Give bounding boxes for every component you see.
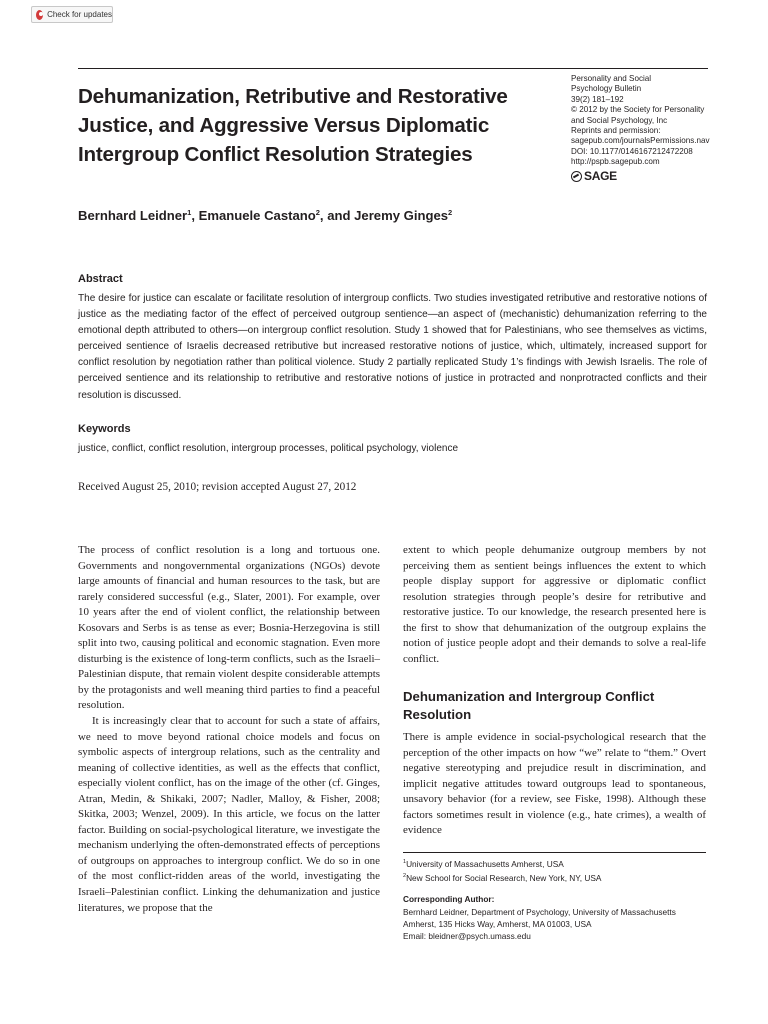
- author-name: Bernhard Leidner: [78, 208, 188, 223]
- sage-logo: [571, 168, 716, 183]
- author-name: Jeremy Ginges: [354, 208, 449, 223]
- journal-line: Personality and Social: [571, 74, 652, 83]
- keywords-heading: Keywords: [78, 423, 131, 435]
- corresponding-author-heading: Corresponding Author:: [403, 894, 495, 905]
- corresponding-author-email[interactable]: Email: bleidner@psych.umass.edu: [403, 931, 531, 942]
- author-list: [78, 208, 452, 223]
- body-paragraph: There is ample evidence in social-psychological research that the perception of the other impacts on how “we” relate to “them.” Overt negative stereotyping and prejudice result in discrimination, and implicit negative attitudes toward outgroups lead to spontaneous, unsavory behavior (for a review, see Fiske, 1998). Although these factors sometimes result in violence (e.g., hate crimes), a wealth of evidence: [403, 731, 706, 837]
- journal-line[interactable]: http://pspb.sagepub.com: [571, 157, 660, 167]
- body-paragraph: It is increasingly clear that to account for such a state of affairs, we need to move beyond rational choice models and focus on symbolic aspects of intergroup relations, such as the centrality and meaning of collective identities, as well as the effects that conflict, especially violent conflict, has on the image of the other (cf. Ginges, Atran, Medin, & Shikaki, 2007; Nadler, Malloy, & Fisher, 2008; Skitka, 2003; Wenzel, 2009). In this article, we focus on the latter factor. Building on social-psychological literature, we investigate the mechanism underlying the often-demonstrated effects of perceptions of outgroups on approaches to intergroup conflict. We do so in one of the most conflict-ridden areas of the world, investigating the Israeli–Palestinian conflict. Linking the dehumanization and justice literatures, we propose that the: [78, 715, 380, 914]
- journal-line: © 2012 by the Society for Personality: [571, 105, 705, 115]
- body-right-column: [403, 730, 706, 839]
- received-dates: Received August 25, 2010; revision accepted August 27, 2012: [78, 481, 357, 493]
- body-right-column-top: [403, 543, 706, 667]
- section-heading: Dehumanization and Intergroup Conflict Resolution: [403, 689, 655, 722]
- abstract-heading: Abstract: [78, 273, 123, 285]
- crossmark-icon: [36, 10, 43, 20]
- corresponding-author-line: Amherst, 135 Hicks Way, Amherst, MA 01003, USA: [403, 918, 592, 929]
- affiliation-text: University of Massachusetts Amherst, USA: [406, 859, 564, 869]
- check-for-updates-badge[interactable]: [31, 6, 113, 23]
- affiliation-1: [403, 856, 713, 870]
- author-name: Emanuele Castano: [198, 208, 316, 223]
- journal-line: 39(2) 181–192: [571, 94, 624, 104]
- header-rule: [78, 68, 708, 69]
- footnote-rule: [403, 852, 706, 853]
- body-left-column: [78, 543, 380, 916]
- footnotes: [403, 856, 713, 942]
- affiliation-text: New School for Social Research, New York, NY, USA: [406, 873, 602, 884]
- affiliation-number: 1: [403, 859, 407, 865]
- article-title: Dehumanization, Retributive and Restorative Justice, and Aggressive Versus Diplomatic Intergroup Conflict Resolution Strategies: [78, 85, 508, 166]
- abstract-text: The desire for justice can escalate or facilitate resolution of intergroup conflicts. Two studies investigated retributive and restorative notions of justice as the mediating factor of the effect of perceived outgroup sentience—an aspect of (mechanistic) dehumanization referring to the emotional depth attributed to others—on intergroup conflict resolution. Study 1 showed that for Palestinians, who see themselves as victims, perceived sentience of Israelis decreased retributive but increased restorative notions of justice, which, ultimately, increased support for conflict resolution by negotiation rather than political violence. Study 2 partially replicated Study 1’s findings with Jewish Israelis. The role of perceived sentience and its relationship to retributive and restorative notions of justice in protracted and nonprotracted conflicts and their resolution is discussed.: [78, 293, 707, 401]
- journal-line: and Social Psychology, Inc: [571, 115, 668, 125]
- body-paragraph: The process of conflict resolution is a long and tortuous one. Governments and nongovernmental organizations (NGOs) devote large amounts of financial and human resources to the task, but are rarely considered successful (e.g., Slater, 2001). For example, over 10 years after the end of violent conflict, the relationship between Kosovars and Serbs is as tense as ever; Bosnia-Herzegovina is still split into two, causing political and economic stagnation. Even more disturbing is the existence of long-term conflicts, such as the Israeli–Palestinian dispute, that remain violent despite considerable attempts by the protagonists and well meaning third parties to find a peaceful resolution.: [78, 544, 380, 712]
- body-paragraph: extent to which people dehumanize outgroup members by not perceiving them as sentient beings influences the extent to which people display support for aggressive or diplomatic conflict resolution strategies through people’s desire for retributive and restorative justice. To our knowledge, the research presented here is the first to show that dehumanization of the outgroup explains the notion of justice people adopt and their demands to solve a real-life conflict.: [403, 544, 706, 665]
- sage-logo-icon: [571, 171, 582, 182]
- journal-line: DOI: 10.1177/0146167212472208: [571, 146, 693, 156]
- author-affiliation-mark: 2: [315, 208, 320, 217]
- sage-logo-text: SAGE: [584, 168, 617, 183]
- check-for-updates-label: Check for updates: [47, 10, 112, 19]
- journal-info: [571, 74, 716, 182]
- journal-line[interactable]: sagepub.com/journalsPermissions.nav: [571, 136, 710, 146]
- keywords-text: justice, conflict, conflict resolution, intergroup processes, political psychology, violence: [78, 443, 458, 454]
- journal-line: Psychology Bulletin: [571, 84, 642, 94]
- corresponding-author-line: Bernhard Leidner, Department of Psychology, University of Massachusetts: [403, 906, 676, 917]
- author-separator: , and: [319, 208, 355, 223]
- affiliation-2: [403, 870, 713, 884]
- author-affiliation-mark: 1: [187, 208, 192, 217]
- author-affiliation-mark: 2: [448, 208, 453, 217]
- author-separator: ,: [191, 208, 199, 223]
- affiliation-number: 2: [403, 873, 407, 880]
- journal-line: Reprints and permission:: [571, 126, 661, 136]
